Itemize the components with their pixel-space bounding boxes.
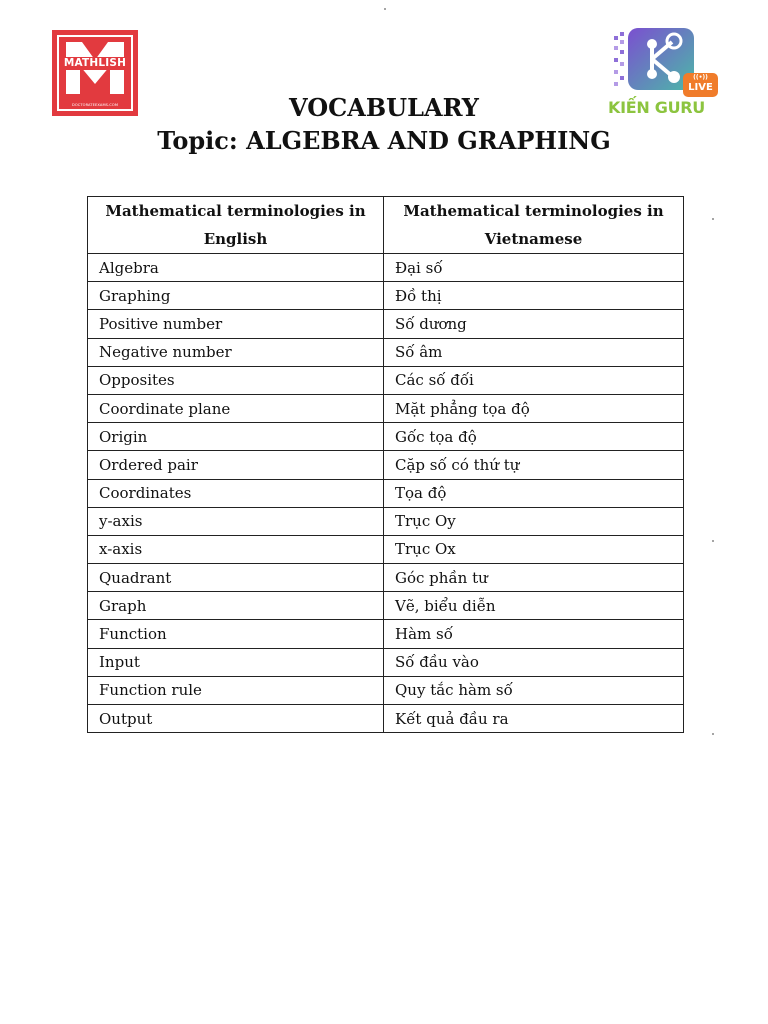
table-row [88,310,684,338]
term-vietnamese: Cặp số có thứ tự [384,451,684,479]
table-row [88,592,684,620]
term-english: Output [88,705,384,733]
term-english: Function rule [88,676,384,704]
scan-speck [712,218,714,220]
table-row [88,282,684,310]
vocabulary-table [87,196,684,733]
term-english: Negative number [88,338,384,366]
term-vietnamese: Số đầu vào [384,648,684,676]
header-english: Mathematical terminologies in English [88,197,384,254]
table-row [88,648,684,676]
term-vietnamese: Số dương [384,310,684,338]
term-vietnamese: Hàm số [384,620,684,648]
page-title: VOCABULARY [289,93,479,122]
header-vietnamese: Mathematical terminologies in Vietnamese [384,197,684,254]
table-row [88,535,684,563]
table-row [88,705,684,733]
term-vietnamese: Các số đối [384,366,684,394]
mathlish-wordmark: MATHLISH [63,57,127,69]
table-row [88,366,684,394]
term-english: Input [88,648,384,676]
term-english: Ordered pair [88,451,384,479]
term-english: Coordinates [88,479,384,507]
term-vietnamese: Đại số [384,254,684,282]
term-vietnamese: Góc phần tư [384,564,684,592]
table-row [88,564,684,592]
table-row [88,479,684,507]
term-vietnamese: Quy tắc hàm số [384,676,684,704]
live-badge-label: LIVE [688,82,713,93]
term-vietnamese: Tọa độ [384,479,684,507]
mathlish-site: DOCTORATEEXAMS.COM [71,103,119,107]
table-row [88,338,684,366]
term-english: Algebra [88,254,384,282]
table-row [88,507,684,535]
table-row [88,254,684,282]
scan-speck [712,540,714,542]
table-row [88,620,684,648]
term-english: Graph [88,592,384,620]
term-vietnamese: Vẽ, biểu diễn [384,592,684,620]
term-vietnamese: Trục Ox [384,535,684,563]
scan-speck [712,733,714,735]
term-vietnamese: Số âm [384,338,684,366]
term-english: Opposites [88,366,384,394]
term-english: Coordinate plane [88,394,384,422]
term-english: x-axis [88,535,384,563]
term-vietnamese: Trục Oy [384,507,684,535]
page-subtitle: Topic: ALGEBRA AND GRAPHING [157,126,611,155]
scan-speck [384,8,386,10]
term-vietnamese: Mặt phẳng tọa độ [384,394,684,422]
table-row [88,394,684,422]
table-row [88,451,684,479]
term-english: Function [88,620,384,648]
broadcast-icon: ((•)) [693,74,708,81]
table-row [88,423,684,451]
term-english: Positive number [88,310,384,338]
term-english: Origin [88,423,384,451]
term-vietnamese: Đồ thị [384,282,684,310]
term-vietnamese: Kết quả đầu ra [384,705,684,733]
table-header-row [88,197,684,254]
term-english: y-axis [88,507,384,535]
term-vietnamese: Gốc tọa độ [384,423,684,451]
term-english: Graphing [88,282,384,310]
term-english: Quadrant [88,564,384,592]
table-row [88,676,684,704]
kienguru-wordmark: KIẾN GURU [608,98,705,117]
